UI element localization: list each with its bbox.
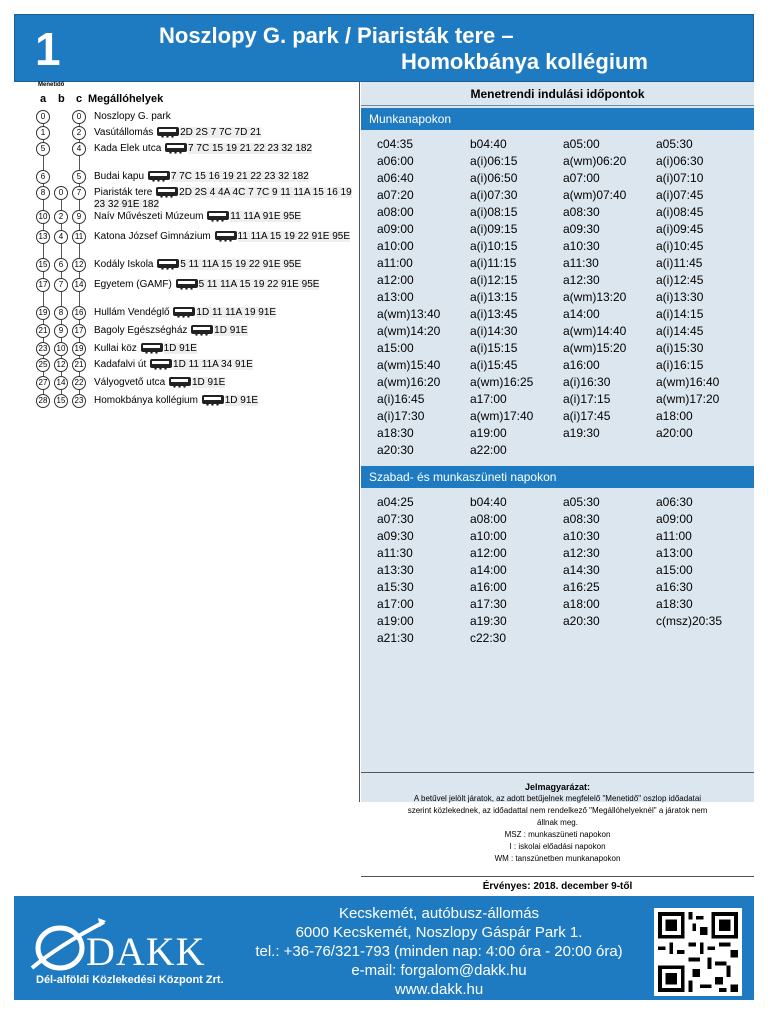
menetido-a: 25 <box>36 358 50 372</box>
departure-time: a19:30 <box>563 426 600 440</box>
contact-email[interactable]: e-mail: forgalom@dakk.hu <box>351 962 527 979</box>
menetido-a: 10 <box>36 210 50 224</box>
timetable-panel <box>361 82 754 802</box>
menetido-a: 28 <box>36 394 50 408</box>
menetido-b: 8 <box>54 306 68 320</box>
departure-time <box>656 442 749 459</box>
departure-time: a(i)17:15 <box>563 392 611 406</box>
departure-time: a(wm)14:40 <box>563 324 627 338</box>
menetido-label: Menetidő <box>38 82 65 88</box>
transfer-lines: 11 11A 15 19 22 91E 95E <box>237 231 351 242</box>
weekdays-section-header: Munkanapokon <box>361 108 754 130</box>
departure-time: a06:40 <box>377 171 414 185</box>
departure-time: a(i)15:15 <box>470 341 518 355</box>
departure-time: a18:30 <box>377 426 414 440</box>
legend-i: I : iskolai előadási napokon <box>509 842 606 851</box>
stop-name: Vályogvető utca <box>94 377 168 388</box>
legend-msz: MSZ : munkaszüneti napokon <box>504 830 611 839</box>
weekday-times-grid <box>377 136 749 459</box>
departure-time: a08:30 <box>563 205 600 219</box>
menetido-c: 12 <box>72 258 86 272</box>
menetido-b: 4 <box>54 230 68 244</box>
departure-time: a16:30 <box>656 580 693 594</box>
menetido-c: 17 <box>72 324 86 338</box>
departure-time: a19:00 <box>377 614 414 628</box>
stops-header: Megállóhelyek <box>88 93 164 105</box>
stop-row <box>94 279 356 291</box>
departure-time: c04:35 <box>377 137 414 151</box>
departure-time: a05:30 <box>563 495 600 509</box>
stop-row <box>94 143 356 155</box>
menetido-c: 5 <box>72 170 86 184</box>
stop-name: Hullám Vendéglő <box>94 307 173 318</box>
validity-note: Érvényes: 2018. december 9-től <box>361 876 754 896</box>
menetido-c: 22 <box>72 376 86 390</box>
stop-name: Kullai köz <box>94 343 140 354</box>
timetable-heading: Menetrendi indulási időpontok <box>361 82 754 106</box>
menetido-c: 2 <box>72 126 86 140</box>
stop-row <box>94 325 356 337</box>
departure-time: a12:00 <box>470 546 507 560</box>
menetido-c: 23 <box>72 394 86 408</box>
stop-name: Katona József Gimnázium <box>94 231 214 242</box>
footer <box>14 896 754 1000</box>
departure-time: a(wm)17:20 <box>656 392 720 406</box>
menetido-b: 15 <box>54 394 68 408</box>
departure-time: a18:30 <box>656 597 693 611</box>
departure-time: a(wm)15:40 <box>377 358 441 372</box>
stop-row <box>94 171 356 183</box>
transfer-lines: 1D 91E <box>163 343 197 354</box>
stop-row <box>94 231 356 243</box>
departure-time <box>563 630 656 647</box>
departure-time: a(i)14:15 <box>656 307 704 321</box>
menetido-a: 21 <box>36 324 50 338</box>
stop-name: Budai kapu <box>94 171 147 182</box>
menetido-b: 2 <box>54 210 68 224</box>
transfer-lines: 1D 11 11A 19 91E <box>196 307 277 318</box>
departure-time: a07:30 <box>377 512 414 526</box>
stops-panel <box>34 82 360 802</box>
departure-time: a16:00 <box>563 358 600 372</box>
departure-time: a(wm)13:20 <box>563 290 627 304</box>
departure-time: a(i)14:30 <box>470 324 518 338</box>
stop-row <box>94 377 356 389</box>
bus-icon <box>141 343 163 352</box>
departure-time: a09:00 <box>656 512 693 526</box>
departure-time: a14:00 <box>470 563 507 577</box>
departure-time: a16:25 <box>563 580 600 594</box>
holidays-section-header: Szabad- és munkaszüneti napokon <box>361 466 754 488</box>
menetido-c: 11 <box>72 230 86 244</box>
menetido-b: 7 <box>54 278 68 292</box>
departure-time: a10:00 <box>470 529 507 543</box>
departure-time: a(i)11:15 <box>470 256 517 270</box>
departure-time: a(i)07:45 <box>656 188 704 202</box>
departure-time: a20:30 <box>563 614 600 628</box>
bus-icon <box>148 171 170 180</box>
departure-time: a22:00 <box>470 443 507 457</box>
menetido-b: 0 <box>54 186 68 200</box>
transfer-lines: 1D 11 11A 34 91E <box>173 359 253 370</box>
stop-name: Homokbánya kollégium <box>94 395 201 406</box>
departure-time: a04:25 <box>377 495 414 509</box>
departure-time: a16:00 <box>470 580 507 594</box>
departure-time: a15:00 <box>377 341 414 355</box>
stop-row <box>94 127 356 139</box>
logo-text: DAKK <box>86 929 206 974</box>
departure-time: a12:30 <box>563 546 600 560</box>
stop-name: Egyetem (GAMF) <box>94 279 175 290</box>
departure-time: a06:30 <box>656 495 693 509</box>
bus-icon <box>156 187 178 196</box>
departure-time: a10:00 <box>377 239 414 253</box>
transfer-lines: 1D 91E <box>214 325 248 336</box>
departure-time: a20:30 <box>377 443 414 457</box>
stop-name: Bagoly Egészségház <box>94 325 191 336</box>
departure-time: a13:30 <box>377 563 414 577</box>
bus-icon <box>173 307 195 316</box>
stop-row <box>94 395 356 407</box>
departure-time: a(i)10:45 <box>656 239 704 253</box>
col-b-header: b <box>58 93 65 105</box>
departure-time: a11:30 <box>377 546 413 560</box>
departure-time: a(i)17:30 <box>377 409 425 423</box>
stop-name: Piaristák tere <box>94 187 156 198</box>
route-number: 1 <box>35 23 61 75</box>
header-bar <box>14 14 754 82</box>
departure-time: a(wm)13:40 <box>377 307 441 321</box>
departure-time: a(wm)16:40 <box>656 375 720 389</box>
menetido-c: 9 <box>72 210 86 224</box>
departure-time: b04:40 <box>470 137 507 151</box>
stop-name: Naív Művészeti Múzeum <box>94 211 207 222</box>
menetido-c: 14 <box>72 278 86 292</box>
stop-name: Kodály Iskola <box>94 259 157 270</box>
col-c-header: c <box>76 93 83 105</box>
stop-row <box>94 211 356 223</box>
departure-time: a(i)10:15 <box>470 239 518 253</box>
stop-name: Vasútállomás <box>94 127 157 138</box>
departure-time: a21:30 <box>377 631 414 645</box>
legend-line: állnak meg. <box>537 818 578 827</box>
departure-time: a(i)12:45 <box>656 273 704 287</box>
departure-time: a05:00 <box>563 137 600 151</box>
departure-time: a(i)17:45 <box>563 409 611 423</box>
departure-time: a(i)09:15 <box>470 222 518 236</box>
menetido-c: 4 <box>72 142 86 156</box>
departure-time: a(i)12:15 <box>470 273 518 287</box>
departure-time: a11:00 <box>377 256 413 270</box>
bus-icon <box>169 377 191 386</box>
departure-time: a10:30 <box>563 239 600 253</box>
holiday-times-grid <box>377 494 749 647</box>
departure-time: a(i)13:15 <box>470 290 518 304</box>
bus-icon <box>191 325 213 334</box>
menetido-a: 17 <box>36 278 50 292</box>
qr-code-icon[interactable] <box>654 908 742 996</box>
departure-time: a(i)07:10 <box>656 171 704 185</box>
legend-line: szerint közlekednek, az időadattal nem rendelkező "Megállóhelyeknél" a járatok nem <box>407 806 708 815</box>
contact-info <box>214 904 664 999</box>
transfer-lines: 2D 2S 4 4A 4C 7 7C 9 11 11A 15 16 19 23 32 91E 182 <box>94 187 352 210</box>
transfer-lines: 5 11 11A 15 19 22 91E 95E <box>198 279 320 290</box>
departure-time: a(i)06:30 <box>656 154 704 168</box>
stop-row <box>94 111 356 123</box>
legend <box>361 772 754 876</box>
bus-icon <box>157 259 179 268</box>
departure-time: a(i)15:45 <box>470 358 518 372</box>
col-a-header: a <box>40 93 47 105</box>
departure-time: a15:00 <box>656 563 693 577</box>
departure-time: a14:00 <box>563 307 600 321</box>
col-b-line <box>61 194 62 406</box>
menetido-b: 12 <box>54 358 68 372</box>
departure-time: a09:30 <box>563 222 600 236</box>
departure-time: a15:30 <box>377 580 414 594</box>
menetido-a: 1 <box>36 126 50 140</box>
departure-time: a(i)08:15 <box>470 205 518 219</box>
menetido-a: 23 <box>36 342 50 356</box>
departure-time: a(i)08:45 <box>656 205 704 219</box>
legend-wm: WM : tanszünetben munkanapokon <box>494 854 621 863</box>
dakk-logo <box>28 916 228 986</box>
departure-time: a(i)06:50 <box>470 171 518 185</box>
departure-time: a14:30 <box>563 563 600 577</box>
stop-row <box>94 343 356 355</box>
menetido-c: 16 <box>72 306 86 320</box>
departure-time: a12:30 <box>563 273 600 287</box>
departure-time: a08:00 <box>470 512 507 526</box>
departure-time: a(i)14:45 <box>656 324 704 338</box>
departure-time: a(i)16:30 <box>563 375 611 389</box>
menetido-b: 14 <box>54 376 68 390</box>
bus-icon <box>202 395 224 404</box>
departure-time: a18:00 <box>656 409 693 423</box>
menetido-b: 6 <box>54 258 68 272</box>
departure-time: a12:00 <box>377 273 414 287</box>
bus-icon <box>157 127 179 136</box>
menetido-b: 9 <box>54 324 68 338</box>
menetido-a: 13 <box>36 230 50 244</box>
departure-time: a17:30 <box>470 597 507 611</box>
transfer-lines: 1D 91E <box>224 395 259 406</box>
departure-time: a11:00 <box>656 529 692 543</box>
stop-row <box>94 307 356 319</box>
menetido-a: 8 <box>36 186 50 200</box>
departure-time: a(wm)07:40 <box>563 188 627 202</box>
transfer-lines: 7 7C 15 19 21 22 23 32 182 <box>188 143 313 154</box>
menetido-c: 19 <box>72 342 86 356</box>
menetido-a: 0 <box>36 110 50 124</box>
departure-time: b04:40 <box>470 495 507 509</box>
bus-icon <box>150 359 172 368</box>
departure-time: a13:00 <box>656 546 693 560</box>
contact-address: 6000 Kecskemét, Noszlopy Gáspár Park 1. <box>295 924 583 941</box>
bus-icon <box>165 143 187 152</box>
contact-website[interactable]: www.dakk.hu <box>394 981 484 998</box>
transfer-lines: 2D 2S 7 7C 7D 21 <box>180 127 262 138</box>
departure-time: a11:30 <box>563 256 599 270</box>
departure-time: a19:30 <box>470 614 507 628</box>
menetido-c: 0 <box>72 110 86 124</box>
departure-time: a09:30 <box>377 529 414 543</box>
departure-time: a(i)11:45 <box>656 256 703 270</box>
departure-time: a08:00 <box>377 205 414 219</box>
departure-time: a10:30 <box>563 529 600 543</box>
stop-name: Noszlopy G. park <box>94 111 171 122</box>
departure-time: a(i)16:15 <box>656 358 704 372</box>
stop-name: Kadafalvi út <box>94 359 150 370</box>
contact-phone: tel.: +36-76/321-793 (minden nap: 4:00 óra - 20:00 óra) <box>255 943 623 960</box>
departure-time <box>563 442 656 459</box>
bus-icon <box>176 279 198 288</box>
menetido-a: 19 <box>36 306 50 320</box>
menetido-a: 6 <box>36 170 50 184</box>
departure-time: a07:00 <box>563 171 600 185</box>
transfer-lines: 1D 91E <box>191 377 226 388</box>
contact-line: Kecskemét, autóbusz-állomás <box>338 905 540 922</box>
departure-time: a(wm)17:40 <box>470 409 534 423</box>
departure-time: a(wm)16:20 <box>377 375 441 389</box>
menetido-a: 5 <box>36 142 50 156</box>
stop-name: Kada Elek utca <box>94 143 165 154</box>
stop-row <box>94 259 356 271</box>
departure-time: c(msz)20:35 <box>656 614 723 628</box>
bus-icon <box>207 211 229 220</box>
bus-icon <box>215 231 237 240</box>
departure-time: a(wm)14:20 <box>377 324 441 338</box>
logo-subtitle: Dél-alföldi Közlekedési Központ Zrt. <box>36 974 224 986</box>
departure-time: a19:00 <box>470 426 507 440</box>
departure-time: a07:20 <box>377 188 414 202</box>
departure-time: a06:00 <box>377 154 414 168</box>
transfer-lines: 5 11 11A 15 19 22 91E 95E <box>180 259 302 270</box>
departure-time: a(i)15:30 <box>656 341 704 355</box>
route-title-line1: Noszlopy G. park / Piaristák tere – <box>159 23 514 48</box>
legend-line: A betűvel jelölt járatok, az adott betűjelnek megfelelő "Menetidő" oszlop időadatai <box>413 794 702 803</box>
menetido-c: 21 <box>72 358 86 372</box>
transfer-lines: 7 7C 15 16 19 21 22 23 32 182 <box>170 171 309 182</box>
departure-time <box>656 630 749 647</box>
menetido-c: 7 <box>72 186 86 200</box>
menetido-b: 10 <box>54 342 68 356</box>
departure-time: a(wm)16:25 <box>470 375 534 389</box>
departure-time: a(i)13:30 <box>656 290 704 304</box>
departure-time: a20:00 <box>656 426 693 440</box>
departure-time: c22:30 <box>470 631 507 645</box>
transfer-lines: 11 11A 91E 95E <box>230 211 302 222</box>
departure-time: a(i)16:45 <box>377 392 425 406</box>
departure-time: a(i)09:45 <box>656 222 704 236</box>
departure-time: a(wm)15:20 <box>563 341 627 355</box>
departure-time: a(wm)06:20 <box>563 154 627 168</box>
menetido-a: 15 <box>36 258 50 272</box>
stop-row <box>94 359 356 371</box>
legend-title: Jelmagyarázat: <box>524 782 591 792</box>
departure-time: a(i)06:15 <box>470 154 518 168</box>
departure-time: a08:30 <box>563 512 600 526</box>
departure-time: a09:00 <box>377 222 414 236</box>
departure-time: a(i)13:45 <box>470 307 518 321</box>
departure-time: a(i)07:30 <box>470 188 518 202</box>
stop-row <box>94 187 356 211</box>
departure-time: a18:00 <box>563 597 600 611</box>
route-title-line2: Homokbánya kollégium <box>401 49 648 74</box>
qr-pattern <box>658 912 738 992</box>
departure-time: a17:00 <box>470 392 507 406</box>
departure-time: a13:00 <box>377 290 414 304</box>
departure-time: a05:30 <box>656 137 693 151</box>
departure-time: a17:00 <box>377 597 414 611</box>
menetido-a: 27 <box>36 376 50 390</box>
